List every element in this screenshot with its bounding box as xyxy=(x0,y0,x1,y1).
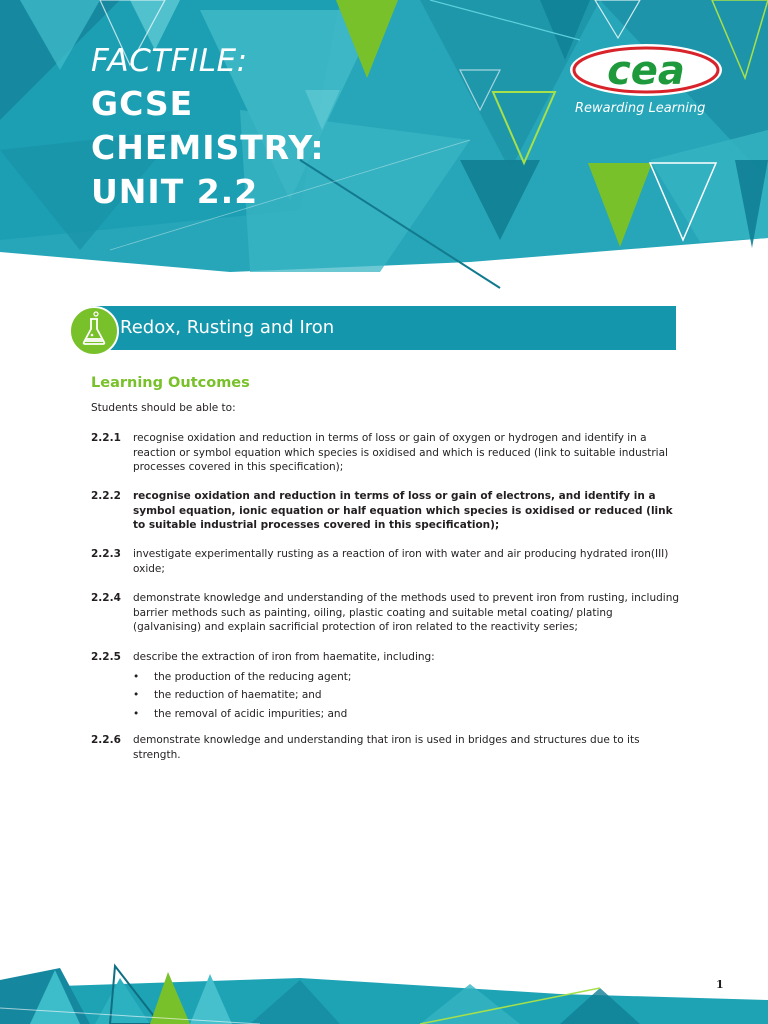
outcome-bullet-list xyxy=(133,668,681,724)
logo-tagline: Rewarding Learning xyxy=(575,101,706,116)
outcome-number: 2.2.3 xyxy=(91,548,121,560)
outcome-2-2-4 xyxy=(91,591,681,635)
title-line-3: UNIT 2.2 xyxy=(91,172,259,211)
outcome-number: 2.2.6 xyxy=(91,734,121,746)
outcome-text: recognise oxidation and reduction in terms of loss or gain of electrons, and identify in a symbol equation, ionic equation or half equation which species is oxidised or reduced (link to suitable industrial processes covered in this specification); xyxy=(133,490,673,532)
learning-outcomes-intro: Students should be able to: xyxy=(91,402,236,414)
outcome-text: recognise oxidation and reduction in terms of loss or gain of oxygen or hydrogen and identify in a reaction or symbol equation which species is oxidised and which is reduced (link to suitable industrial processes covered in this specification); xyxy=(133,432,668,474)
section-title: Redox, Rusting and Iron xyxy=(120,317,335,338)
outcome-number: 2.2.4 xyxy=(91,592,121,604)
flask-icon xyxy=(69,306,119,356)
bullet-item: • the reduction of haematite; and xyxy=(133,689,322,702)
logo-text: cea xyxy=(607,48,685,94)
outcome-number: 2.2.5 xyxy=(91,651,121,663)
outcome-2-2-6 xyxy=(91,733,681,762)
factfile-label: FACTFILE: xyxy=(91,43,248,79)
outcome-2-2-2 xyxy=(91,489,681,533)
document-title xyxy=(91,40,325,214)
outcome-text: demonstrate knowledge and understanding that iron is used in bridges and structures due to its strength. xyxy=(133,734,640,761)
outcome-number: 2.2.1 xyxy=(91,432,121,444)
bullet-item: • the production of the reducing agent; xyxy=(133,670,352,683)
learning-outcomes-heading: Learning Outcomes xyxy=(91,375,250,391)
outcome-text: investigate experimentally rusting as a reaction of iron with water and air producing hydrated iron(III) oxide; xyxy=(133,548,669,575)
footer-background-art xyxy=(0,960,768,1024)
outcome-text: describe the extraction of iron from haematite, including: xyxy=(133,651,435,663)
outcome-number: 2.2.2 xyxy=(91,490,121,502)
title-line-2: CHEMISTRY: xyxy=(91,128,325,167)
bullet-item: • the removal of acidic impurities; and xyxy=(133,707,348,720)
outcome-text: demonstrate knowledge and understanding of the methods used to prevent iron from rusting, including barrier methods such as painting, oiling, plastic coating and suitable metal coating/ plating (galvanising) and explain sacrificial protection of iron related to the reactivity series; xyxy=(133,592,680,634)
title-line-1: GCSE xyxy=(91,84,194,123)
page-number: 1 xyxy=(716,978,724,991)
bullet-text: the removal of acidic impurities; and xyxy=(154,707,348,720)
outcome-2-2-5 xyxy=(91,650,681,723)
bullet-text: the production of the reducing agent; xyxy=(154,670,352,683)
outcome-2-2-3 xyxy=(91,547,681,576)
bullet-text: the reduction of haematite; and xyxy=(154,689,322,702)
outcome-2-2-1 xyxy=(91,431,681,475)
